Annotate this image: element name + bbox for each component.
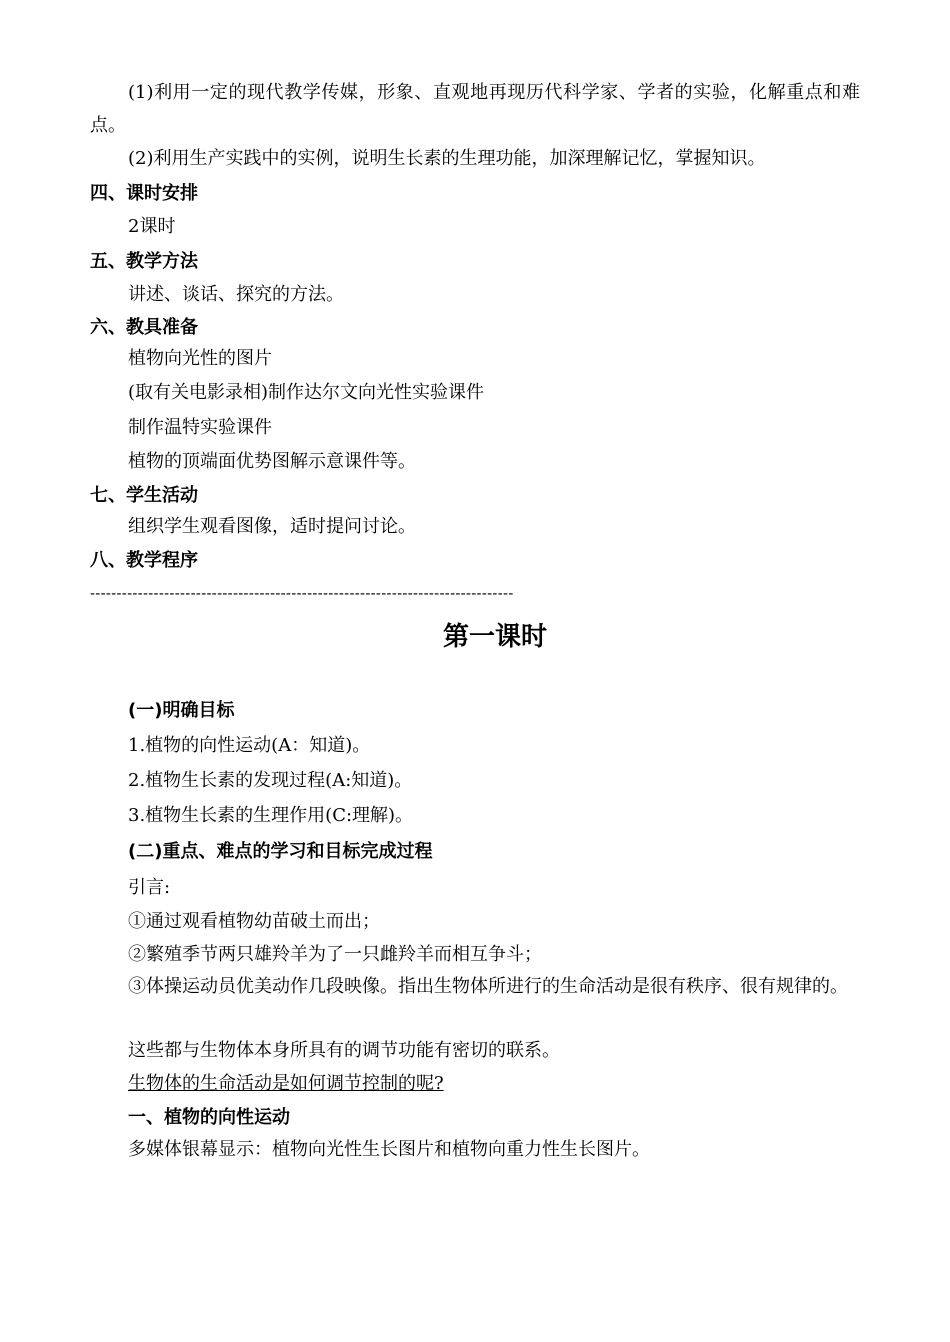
intro-paragraph-1: (1)利用一定的现代教学传媒，形象、直观地再现历代科学家、学者的实验，化解重点和难点。 bbox=[90, 82, 860, 136]
schedule-content: 2课时 bbox=[128, 216, 176, 237]
objective-item: 1.植物的向性运动(A：知道)。 bbox=[128, 735, 371, 756]
materials-item: 植物的顶端面优势图解示意课件等。 bbox=[128, 451, 416, 472]
part1-heading: 一、植物的向性运动 bbox=[128, 1107, 290, 1128]
process-point: ③体操运动员优美动作几段映像。指出生物体所进行的生命活动是很有秩序、很有规律的。 bbox=[128, 976, 848, 997]
process-point: ②繁殖季节两只雄羚羊为了一只雌羚羊而相互争斗； bbox=[128, 944, 542, 965]
materials-item: 植物向光性的图片 bbox=[128, 348, 272, 369]
materials-item: 制作温特实验课件 bbox=[128, 417, 272, 438]
section-heading-procedure: 八、教学程序 bbox=[90, 550, 198, 571]
process-summary: 这些都与生物体本身所具有的调节功能有密切的联系。 bbox=[128, 1040, 560, 1061]
section-heading-materials: 六、教具准备 bbox=[90, 317, 198, 338]
objective-item: 2.植物生长素的发现过程(A:知道)。 bbox=[128, 770, 413, 791]
intro-paragraph-2: (2)利用生产实践中的实例，说明生长素的生理功能，加深理解记忆，掌握知识。 bbox=[128, 148, 766, 169]
section-heading-activities: 七、学生活动 bbox=[90, 485, 198, 506]
objective-item: 3.植物生长素的生理作用(C:理解)。 bbox=[128, 805, 414, 826]
activities-content: 组织学生观看图像，适时提问讨论。 bbox=[128, 516, 416, 537]
section-heading-schedule: 四、课时安排 bbox=[90, 183, 198, 204]
objectives-heading: (一)明确目标 bbox=[128, 700, 235, 721]
lesson-title: 第一课时 bbox=[442, 622, 547, 652]
process-intro: 引言: bbox=[128, 877, 171, 898]
section-divider: -------------------------------------------------------------------------------- bbox=[90, 585, 514, 602]
materials-item: (取有关电影录相)制作达尔文向光性实验课件 bbox=[128, 382, 485, 403]
process-question: 生物体的生命活动是如何调节控制的呢? bbox=[128, 1073, 444, 1094]
methods-content: 讲述、谈话、探究的方法。 bbox=[128, 284, 344, 305]
part1-content: 多媒体银幕显示：植物向光性生长图片和植物向重力性生长图片。 bbox=[128, 1139, 650, 1160]
process-point: ①通过观看植物幼苗破土而出； bbox=[128, 911, 380, 932]
section-heading-methods: 五、教学方法 bbox=[90, 251, 198, 272]
process-heading: (二)重点、难点的学习和目标完成过程 bbox=[128, 841, 433, 862]
